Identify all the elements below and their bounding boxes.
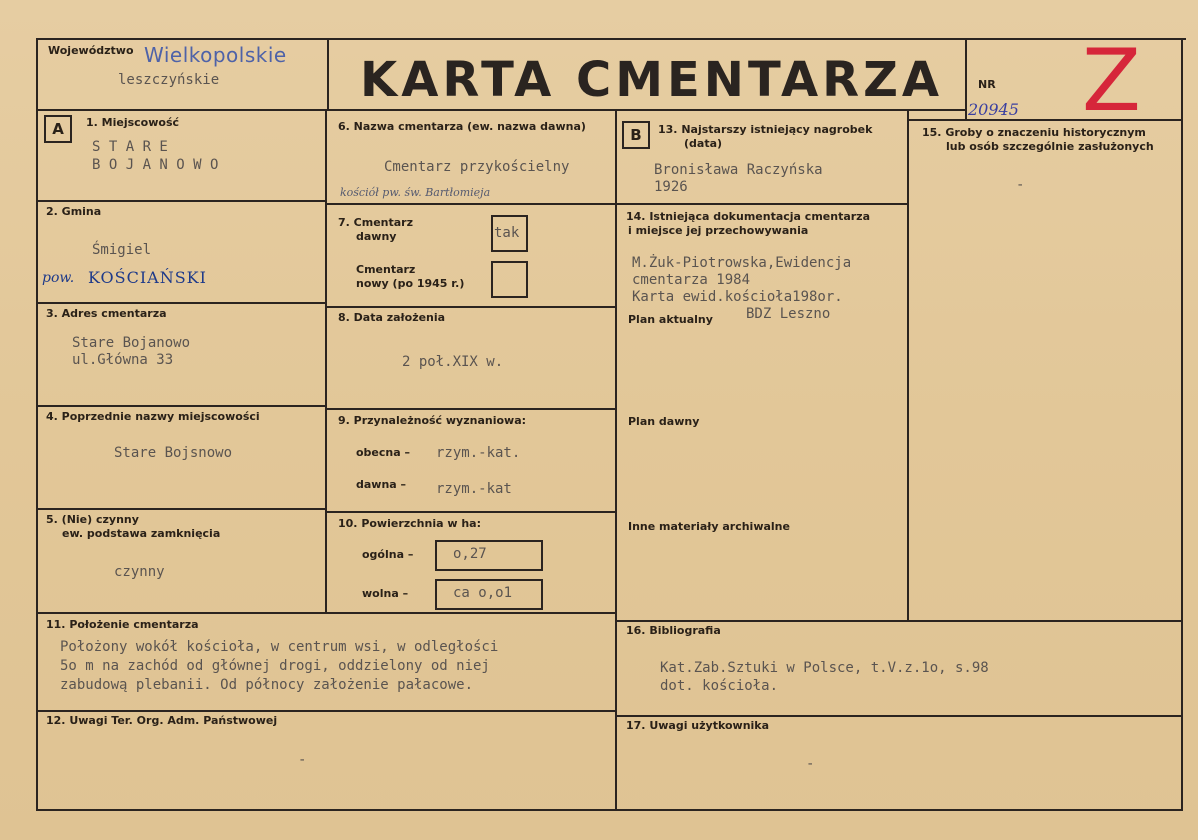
field-13-value-line2: 1926	[654, 179, 688, 195]
col-divider-2	[615, 109, 617, 809]
row-line-5	[36, 508, 327, 510]
field-11-label: 11. Położenie cmentarza	[46, 618, 199, 631]
field-8-label: 8. Data założenia	[338, 311, 446, 324]
field-6-label: 6. Nazwa cmentarza (ew. nazwa dawna)	[338, 120, 586, 133]
field-5-value: czynny	[114, 564, 165, 580]
field-10-wolna-label: wolna –	[362, 587, 409, 600]
header-divider-1	[327, 38, 329, 110]
field-15-label-line2: lub osób szczególnie zasłużonych	[946, 140, 1154, 153]
field-10-label: 10. Powierzchnia w ha:	[338, 517, 482, 530]
row-line-12	[36, 710, 617, 712]
field-5-label-line1: 5. (Nie) czynny	[46, 513, 139, 526]
field-14-plan-dawny: Plan dawny	[628, 415, 700, 428]
field-6-value: Cmentarz przykościelny	[384, 159, 570, 175]
frame-left	[36, 38, 38, 811]
section-b-letter: B	[622, 121, 650, 149]
frame-bottom	[36, 809, 1181, 811]
header-bottom-right	[908, 119, 1183, 121]
row-line-17	[615, 715, 1183, 717]
row-line-9	[325, 408, 617, 410]
field-11-line2: 5o m na zachód od głównej drogi, oddzielony od niej	[60, 658, 490, 674]
row-line-11	[36, 612, 617, 614]
field-13-label-line1: 13. Najstarszy istniejący nagrobek	[658, 123, 873, 136]
nr-mark: Z	[1082, 31, 1141, 131]
field-14-line4: BDZ Leszno	[746, 306, 831, 322]
field-13-label-line2: (data)	[684, 137, 723, 150]
nr-label: NR	[978, 78, 996, 91]
row-line-10	[325, 511, 617, 513]
field-10-ogolna-value: o,27	[453, 546, 487, 562]
row-line-7	[325, 203, 617, 205]
frame-right	[1181, 38, 1183, 811]
field-11-line1: Położony wokół kościoła, w centrum wsi, w odległości	[60, 639, 499, 655]
field-2-handwritten-prefix: pow.	[42, 270, 75, 286]
page-title: KARTA CMENTARZA	[360, 52, 944, 108]
field-7-nowy-box	[491, 261, 528, 298]
field-1-label: 1. Miejscowość	[86, 116, 180, 129]
field-1-value-line1: S T A R E	[92, 139, 168, 155]
header-divider-2	[965, 38, 967, 120]
field-10-ogolna-label: ogólna –	[362, 548, 414, 561]
field-16-label: 16. Bibliografia	[626, 624, 721, 637]
row-line-2	[36, 200, 327, 202]
field-7-label-nowy-1: Cmentarz	[356, 263, 416, 276]
field-14-line1: M.Żuk-Piotrowska,Ewidencja	[632, 255, 852, 271]
field-14-inne: Inne materiały archiwalne	[628, 520, 790, 533]
field-15-label-line1: 15. Groby o znaczeniu historycznym	[922, 126, 1146, 139]
field-15-value: -	[1016, 177, 1025, 193]
field-12-label: 12. Uwagi Ter. Org. Adm. Państwowej	[46, 714, 278, 727]
field-2-label: 2. Gmina	[46, 205, 102, 218]
field-7-label-dawny-1: 7. Cmentarz	[338, 216, 413, 229]
field-9-dawna-label: dawna –	[356, 478, 407, 491]
field-3-label: 3. Adres cmentarza	[46, 307, 167, 320]
field-9-obecna-label: obecna –	[356, 446, 410, 459]
field-13-value-line1: Bronisława Raczyńska	[654, 162, 823, 178]
field-7-dawny-value: tak	[494, 225, 520, 241]
header-bottom-left	[36, 109, 966, 111]
field-1-value-line2: B O J A N O W O	[92, 157, 219, 173]
field-16-line2: dot. kościoła.	[660, 678, 779, 694]
row-line-8	[325, 306, 617, 308]
col-divider-3	[907, 109, 909, 621]
row-line-3	[36, 302, 327, 304]
field-17-label: 17. Uwagi użytkownika	[626, 719, 770, 732]
field-4-label: 4. Poprzednie nazwy miejscowości	[46, 410, 260, 423]
wojewodztwo-stamp: Wielkopolskie	[144, 43, 287, 67]
nr-handwritten: 20945	[968, 100, 1019, 119]
row-line-14	[615, 203, 909, 205]
field-14-plan-aktualny: Plan aktualny	[628, 313, 713, 326]
field-12-value: -	[298, 752, 307, 768]
field-9-label: 9. Przynależność wyznaniowa:	[338, 414, 527, 427]
col-divider-1	[325, 109, 327, 613]
frame-top	[36, 38, 1186, 40]
field-2-handwritten: KOŚCIAŃSKI	[88, 268, 207, 287]
field-10-wolna-value: ca o,o1	[453, 585, 513, 601]
field-2-value: Śmigiel	[92, 242, 152, 258]
field-4-value: Stare Bojsnowo	[114, 445, 233, 461]
field-16-line1: Kat.Zab.Sztuki w Polsce, t.V.z.1o, s.98	[660, 660, 989, 676]
field-9-obecna-value: rzym.-kat.	[436, 445, 521, 461]
field-3-value-line1: Stare Bojanowo	[72, 335, 191, 351]
row-line-16	[615, 620, 1183, 622]
field-11-line3: zabudową plebanii. Od północy założenie pałacowe.	[60, 677, 474, 693]
field-9-dawna-value: rzym.-kat	[436, 481, 512, 497]
section-a-letter: A	[44, 115, 72, 143]
field-17-value: -	[806, 756, 815, 772]
wojewodztwo-label: Województwo	[48, 44, 134, 57]
field-14-line3: Karta ewid.kościoła198or.	[632, 289, 843, 305]
field-7-label-dawny-2: dawny	[356, 230, 397, 243]
field-3-value-line2: ul.Główna 33	[72, 352, 174, 368]
field-14-label-line2: i miejsce jej przechowywania	[628, 224, 809, 237]
row-line-4	[36, 405, 327, 407]
field-14-label-line1: 14. Istniejąca dokumentacja cmentarza	[626, 210, 871, 223]
field-14-line2: cmentarza 1984	[632, 272, 751, 288]
field-10-ogolna-box	[435, 540, 543, 571]
field-5-label-line2: ew. podstawa zamknięcia	[62, 527, 221, 540]
field-8-value: 2 poł.XIX w.	[402, 354, 504, 370]
wojewodztwo-typed: leszczyńskie	[118, 72, 220, 88]
field-6-handwritten: kościół pw. św. Bartłomieja	[340, 186, 491, 199]
field-7-label-nowy-2: nowy (po 1945 r.)	[356, 277, 465, 290]
